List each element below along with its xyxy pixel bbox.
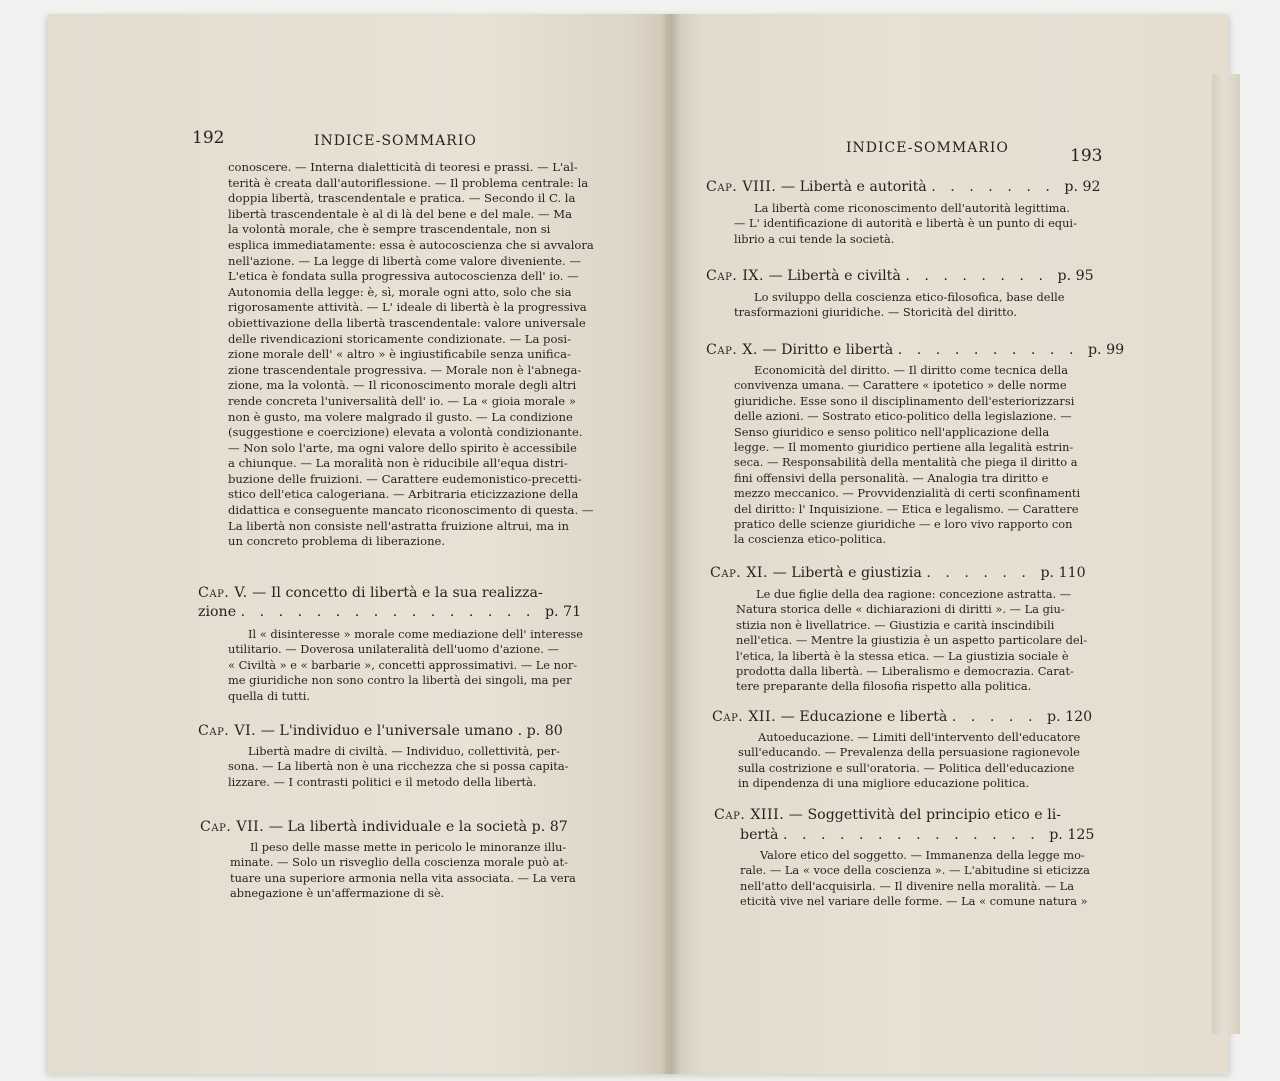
summary-line: tere preparante della filosofia rispetto alla politica.	[736, 679, 1032, 694]
chapter-label: Cap. V.	[198, 585, 248, 601]
chapter-summary-xii	[738, 730, 1080, 792]
summary-line: giuridiche. Esse sono il disciplinamento dell'esteriorizzarsi	[734, 393, 1075, 408]
text-line: rende concreta l'universalità dell' io. — La « gioia morale »	[228, 393, 576, 408]
text-line: doppia libertà, trascendentale e pratica. — Secondo il C. la	[228, 191, 576, 206]
summary-line: nell'atto dell'acquisirla. — Il divenire nella moralità. — La	[740, 878, 1075, 893]
summary-line: mezzo meccanico. — Provvidenzialità di certi sconfinamenti	[734, 486, 1081, 501]
chapter-summary-v	[228, 627, 583, 704]
summary-line: me giuridiche non sono contro la libertà dei singoli, ma per	[228, 673, 572, 688]
text-line: esplica immediatamente: essa è autocoscienza che si avvalora	[228, 237, 594, 252]
chapter-title: — Educazione e libertà	[780, 709, 948, 725]
chapter-summary-viii	[734, 201, 1077, 247]
chapter-title: — Libertà e civiltà	[768, 268, 901, 284]
chapter-label: Cap. VIII.	[706, 179, 777, 195]
summary-line: Valore etico del soggetto. — Immanenza della legge mo-	[760, 848, 1085, 862]
text-line: zione trascendentale progressiva. — Morale non è l'abnega-	[228, 362, 582, 377]
chapter-label: Cap. VII.	[200, 819, 265, 835]
chapter-heading-xii	[712, 708, 1092, 726]
summary-line: l'etica, la libertà è la stessa etica. — La giustizia sociale è	[736, 648, 1069, 663]
text-line: a chiunque. — La moralità non è riducibile all'equa distri-	[228, 456, 568, 471]
text-line: un concreto problema di liberazione.	[228, 534, 446, 549]
text-line: obiettivazione della libertà trascendentale: valore universale	[228, 315, 586, 330]
summary-line: seca. — Responsabilità della mentalità che piega il diritto a	[734, 455, 1078, 470]
chapter-heading-xi	[710, 564, 1086, 582]
summary-line: stizia non è livellatrice. — Giustizia e carità inscindibili	[736, 617, 1055, 632]
text-line: zione, ma la volontà. — Il riconoscimento morale degli altri	[228, 378, 577, 393]
leader-dots: . . . . . . . .	[905, 268, 1058, 284]
chapter-title: — La libertà individuale e la società	[268, 819, 528, 835]
text-line: libertà trascendentale è al di là del bene e del male. — Ma	[228, 206, 573, 221]
chapter-summary-x	[734, 363, 1080, 548]
chapter-label: Cap. IX.	[706, 268, 765, 284]
chapter-summary-vii	[230, 840, 576, 902]
summary-line: prodotta dalla libertà. — Liberalismo e democrazia. Carat-	[736, 664, 1074, 679]
text-line: rigorosamente attività. — L' ideale di libertà è la progressiva	[228, 300, 587, 315]
chapter-label: Cap. VI.	[198, 723, 257, 739]
summary-line: Le due figlie della dea ragione: concezione astratta. —	[756, 587, 1072, 601]
summary-line: Autoeducazione. — Limiti dell'intervento dell'educatore	[758, 730, 1081, 744]
summary-line: Il peso delle masse mette in pericolo le minoranze illu-	[250, 840, 567, 854]
text-line: delle rivendicazioni storicamente condizionate. — La posi-	[228, 331, 572, 346]
chapter-label: Cap. XIII.	[714, 807, 785, 823]
text-line: — Non solo l'arte, ma ogni valore dello spirito è accessibile	[228, 440, 577, 455]
summary-line: nell'etica. — Mentre la giustizia è un aspetto particolare del-	[736, 633, 1088, 648]
chapter-heading-ix	[706, 267, 1094, 285]
chapter-page-ref: p. 110	[1040, 565, 1086, 581]
summary-line: sona. — La libertà non è una ricchezza che si possa capita-	[228, 759, 569, 774]
summary-line: sulla costrizione e sull'oratoria. — Politica dell'educazione	[738, 760, 1075, 775]
summary-line: in dipendenza di una migliore educazione politica.	[738, 776, 1030, 791]
text-line: Autonomia della legge: è, sì, morale ogni atto, solo che sia	[228, 284, 572, 299]
chapter-title: — Libertà e giustizia	[772, 565, 922, 581]
chapter-title: — Soggettività del principio etico e li-	[788, 807, 1062, 823]
chapter-label: Cap. XII.	[712, 709, 777, 725]
summary-line: del diritto: l' Inquisizione. — Etica e legalismo. — Carattere	[734, 501, 1079, 516]
text-line: buzione delle fruizioni. — Carattere eudemonistico-precetti-	[228, 471, 582, 486]
leader-dots: .	[517, 723, 527, 739]
leader-dots: . . . . . . . . . . . . . .	[782, 827, 1050, 843]
summary-line: minate. — Solo un risveglio della coscienza morale può at-	[230, 855, 568, 870]
text-line: (suggestione e coercizione) elevata a volontà condizionante.	[228, 425, 583, 440]
chapter-page-ref: p. 120	[1046, 709, 1093, 725]
chapter-label: Cap. X.	[706, 342, 758, 358]
text-line: la volontà morale, che è sempre trascendentale, non si	[228, 222, 551, 237]
chapter-heading-viii	[706, 178, 1101, 196]
leader-dots: . . . . . . .	[931, 179, 1065, 195]
summary-line: trasformazioni giuridiche. — Storicità del diritto.	[734, 305, 1017, 320]
chapter-title: — L'individuo e l'universale umano	[260, 723, 514, 739]
book-gutter	[661, 14, 681, 1074]
page-edge	[1212, 74, 1240, 1034]
summary-line: Natura storica delle « dichiarazioni di diritti ». — La giu-	[736, 602, 1065, 617]
chapter-summary-xiii	[740, 848, 1090, 910]
summary-line: Lo sviluppo della coscienza etico-filosofica, base delle	[754, 290, 1065, 304]
chapter-heading-v	[198, 584, 543, 602]
chapter-heading-xiii	[714, 806, 1061, 824]
text-line: non è gusto, ma volere malgrado il gusto. — La condizione	[228, 409, 573, 424]
chapter-heading-vii	[200, 818, 568, 836]
chapter-summary-vi	[228, 744, 569, 790]
chapter-page-ref: p. 80	[526, 723, 563, 739]
leader-dots: . . . . .	[951, 709, 1047, 725]
summary-line: utilitario. — Doverosa unilateralità dell'uomo d'azione. —	[228, 642, 559, 657]
summary-line: — L' identificazione di autorità e libertà è un punto di equi-	[734, 216, 1077, 231]
summary-line: La libertà come riconoscimento dell'autorità legittima.	[754, 201, 1070, 215]
left-page-number: 192	[192, 128, 225, 148]
text-line: stico dell'etica calogeriana. — Arbitraria eticizzazione della	[228, 487, 579, 502]
summary-line: quella di tutti.	[228, 688, 310, 703]
chapter-page-ref: p. 99	[1087, 342, 1125, 358]
chapter-summary-xi	[736, 587, 1087, 695]
chapter-title: — Diritto e libertà	[762, 342, 894, 358]
right-page-number: 193	[1070, 146, 1103, 166]
summary-line: tuare una superiore armonia nella vita associata. — La vera	[230, 870, 576, 885]
leader-dots: . . . . . . . . . .	[897, 342, 1088, 358]
summary-line: « Civiltà » e « barbarie », concetti approssimativi. — Le nor-	[228, 657, 578, 672]
summary-line: fini offensivi della personalità. — Analogia tra diritto e	[734, 470, 1049, 485]
summary-line: Il « disinteresse » morale come mediazione dell' interesse	[248, 627, 584, 641]
summary-line: convivenza umana. — Carattere « ipotetico » delle norme	[734, 378, 1067, 393]
chapter-title-cont: zione	[198, 604, 237, 620]
chapter-summary-ix	[734, 290, 1065, 321]
text-line: conoscere. — Interna dialetticità di teoresi e prassi. — L'al-	[228, 160, 578, 174]
summary-line: Libertà madre di civiltà. — Individuo, collettività, per-	[248, 744, 560, 758]
text-line: didattica e conseguente mancato riconoscimento di questa. —	[228, 503, 594, 518]
summary-line: delle azioni. — Sostrato etico-politico della legislazione. —	[734, 409, 1072, 424]
summary-line: rale. — La « voce della coscienza ». — L'abitudine si eticizza	[740, 863, 1090, 878]
summary-line: librio a cui tende la società.	[734, 231, 895, 246]
chapter-page-ref: p. 87	[531, 819, 568, 835]
left-page-header: INDICE-SOMMARIO	[314, 133, 477, 149]
chapter-heading-vi	[198, 722, 563, 740]
summary-line: pratico delle scienze giuridiche — e loro vivo rapporto con	[734, 517, 1073, 532]
chapter-page-ref: p. 125	[1049, 827, 1095, 843]
left-continuation-text	[228, 160, 610, 550]
leader-dots: . . . . . . . . . . . . . . . .	[240, 604, 545, 620]
chapter-title: — Libertà e autorità	[780, 179, 927, 195]
text-line: L'etica è fondata sulla progressiva autocoscienza dell' io. —	[228, 269, 579, 284]
chapter-label: Cap. XI.	[710, 565, 769, 581]
text-line: nell'azione. — La legge di libertà come valore diveniente. —	[228, 253, 581, 268]
leader-dots: . . . . . .	[926, 565, 1041, 581]
text-line: zione morale dell' « altro » è ingiustificabile senza unifica-	[228, 347, 571, 362]
chapter-heading-x	[706, 341, 1124, 359]
chapter-heading-xiii-cont	[740, 826, 1094, 844]
text-line: terità è creata dall'autoriflessione. — Il problema centrale: la	[228, 175, 589, 190]
summary-line: Economicità del diritto. — Il diritto come tecnica della	[754, 363, 1068, 377]
chapter-page-ref: p. 95	[1057, 268, 1094, 284]
summary-line: sull'educando. — Prevalenza della persuasione ragionevole	[738, 745, 1080, 760]
chapter-page-ref: p. 92	[1064, 179, 1101, 195]
right-page-header: INDICE-SOMMARIO	[846, 140, 1009, 156]
chapter-page-ref: p. 71	[544, 604, 582, 620]
summary-line: la coscienza etico-politica.	[734, 532, 887, 547]
summary-line: Senso giuridico e senso politico nell'applicazione della	[734, 424, 1050, 439]
chapter-title-cont: bertà	[740, 827, 779, 843]
summary-line: abnegazione è un'affermazione di sè.	[230, 886, 445, 901]
summary-line: legge. — Il momento giuridico pertiene alla legalità estrin-	[734, 440, 1074, 455]
chapter-title: — Il concetto di libertà e la sua realizza-	[252, 585, 543, 601]
summary-line: eticità vive nel variare delle forme. — La « comune natura »	[740, 894, 1088, 909]
chapter-heading-v-cont	[198, 603, 581, 621]
text-line: La libertà non consiste nell'astratta fruizione altrui, ma in	[228, 518, 569, 533]
summary-line: lizzare. — I contrasti politici e il metodo della libertà.	[228, 774, 537, 789]
